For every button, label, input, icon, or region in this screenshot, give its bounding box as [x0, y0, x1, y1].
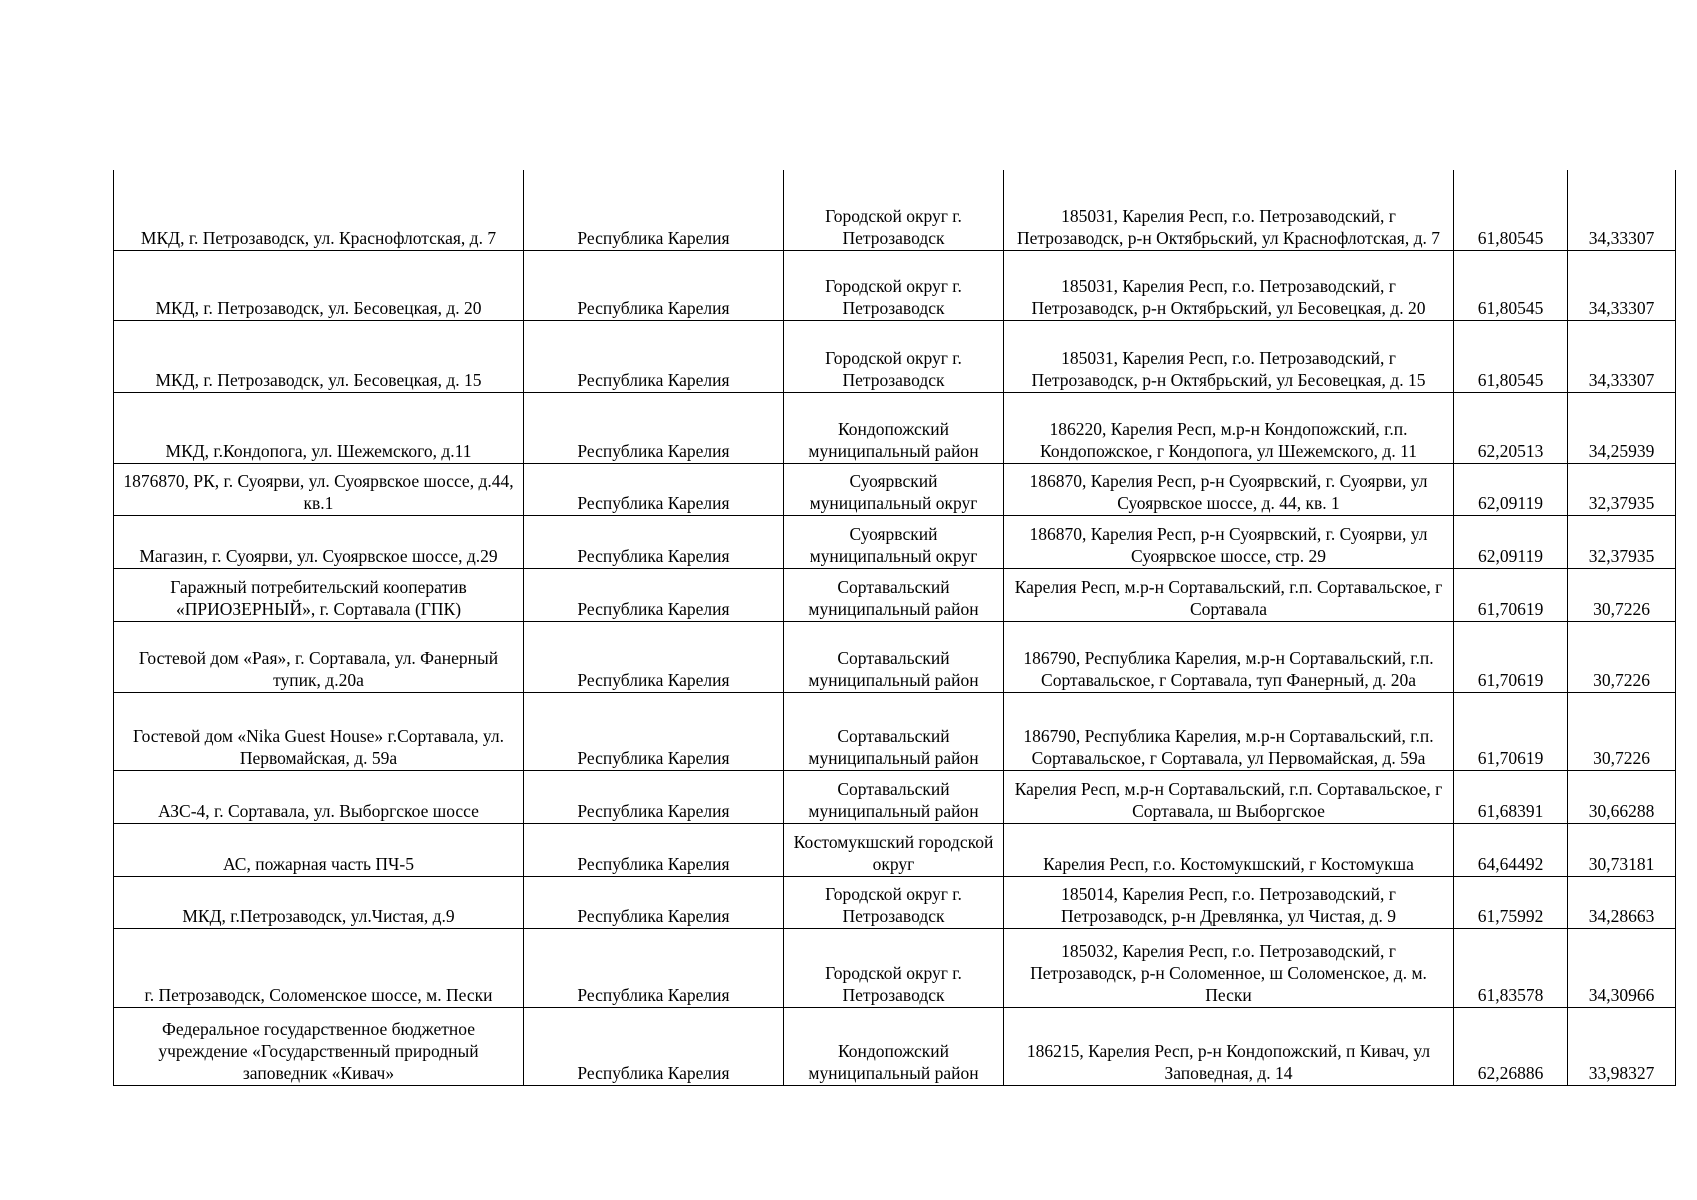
- longitude-cell: 34,30966: [1568, 928, 1676, 1007]
- longitude-cell: 30,73181: [1568, 823, 1676, 876]
- region-cell: Республика Карелия: [524, 770, 784, 823]
- municipality-cell: Городской округ г. Петрозаводск: [784, 170, 1004, 250]
- table-body: [114, 170, 1676, 1085]
- object-name-cell: Гостевой дом «Nika Guest House» г.Сортавала, ул. Первомайская, д. 59а: [114, 692, 524, 770]
- latitude-cell: 61,80545: [1454, 250, 1568, 320]
- municipality-cell: Суоярвский муниципальный округ: [784, 463, 1004, 515]
- object-name-cell: Магазин, г. Суоярви, ул. Суоярвское шоссе, д.29: [114, 515, 524, 568]
- longitude-cell: 32,37935: [1568, 463, 1676, 515]
- latitude-cell: 61,70619: [1454, 692, 1568, 770]
- municipality-cell: Городской округ г. Петрозаводск: [784, 876, 1004, 928]
- latitude-cell: 61,68391: [1454, 770, 1568, 823]
- latitude-cell: 61,80545: [1454, 170, 1568, 250]
- longitude-cell: 34,33307: [1568, 320, 1676, 392]
- address-cell: 185031, Карелия Респ, г.о. Петрозаводский, г Петрозаводск, р-н Октябрьский, ул Бесовецкая, д. 20: [1004, 250, 1454, 320]
- document-page: [113, 170, 1675, 1086]
- latitude-cell: 61,70619: [1454, 621, 1568, 692]
- object-name-cell: АЗС-4, г. Сортавала, ул. Выборгское шоссе: [114, 770, 524, 823]
- table-row: [114, 568, 1676, 621]
- table-row: [114, 692, 1676, 770]
- region-cell: Республика Карелия: [524, 621, 784, 692]
- table-row: [114, 320, 1676, 392]
- table-row: [114, 250, 1676, 320]
- region-cell: Республика Карелия: [524, 250, 784, 320]
- locations-table: [113, 170, 1676, 1086]
- table-row: [114, 170, 1676, 250]
- municipality-cell: Сортавальский муниципальный район: [784, 692, 1004, 770]
- address-cell: Карелия Респ, м.р-н Сортавальский, г.п. Сортавальское, г Сортавала: [1004, 568, 1454, 621]
- region-cell: Республика Карелия: [524, 692, 784, 770]
- latitude-cell: 61,80545: [1454, 320, 1568, 392]
- region-cell: Республика Карелия: [524, 170, 784, 250]
- region-cell: Республика Карелия: [524, 928, 784, 1007]
- address-cell: 185031, Карелия Респ, г.о. Петрозаводский, г Петрозаводск, р-н Октябрьский, ул Краснофлотская, д. 7: [1004, 170, 1454, 250]
- address-cell: 186215, Карелия Респ, р-н Кондопожский, п Кивач, ул Заповедная, д. 14: [1004, 1007, 1454, 1085]
- object-name-cell: Гаражный потребительский кооператив «ПРИОЗЕРНЫЙ», г. Сортавала (ГПК): [114, 568, 524, 621]
- latitude-cell: 64,64492: [1454, 823, 1568, 876]
- municipality-cell: Сортавальский муниципальный район: [784, 621, 1004, 692]
- object-name-cell: МКД, г. Петрозаводск, ул. Бесовецкая, д. 15: [114, 320, 524, 392]
- table-row: [114, 515, 1676, 568]
- table-row: [114, 876, 1676, 928]
- address-cell: 185032, Карелия Респ, г.о. Петрозаводский, г Петрозаводск, р-н Соломенное, ш Соломенское, д. м. Пески: [1004, 928, 1454, 1007]
- longitude-cell: 34,28663: [1568, 876, 1676, 928]
- longitude-cell: 34,33307: [1568, 170, 1676, 250]
- municipality-cell: Кондопожский муниципальный район: [784, 392, 1004, 463]
- object-name-cell: г. Петрозаводск, Соломенское шоссе, м. Пески: [114, 928, 524, 1007]
- table-row: [114, 463, 1676, 515]
- longitude-cell: 33,98327: [1568, 1007, 1676, 1085]
- object-name-cell: МКД, г.Петрозаводск, ул.Чистая, д.9: [114, 876, 524, 928]
- latitude-cell: 61,83578: [1454, 928, 1568, 1007]
- table-row: [114, 770, 1676, 823]
- region-cell: Республика Карелия: [524, 515, 784, 568]
- latitude-cell: 62,09119: [1454, 515, 1568, 568]
- object-name-cell: Гостевой дом «Рая», г. Сортавала, ул. Фанерный тупик, д.20а: [114, 621, 524, 692]
- longitude-cell: 30,7226: [1568, 692, 1676, 770]
- table-row: [114, 928, 1676, 1007]
- latitude-cell: 62,26886: [1454, 1007, 1568, 1085]
- longitude-cell: 30,66288: [1568, 770, 1676, 823]
- latitude-cell: 62,09119: [1454, 463, 1568, 515]
- address-cell: 186870, Карелия Респ, р-н Суоярвский, г. Суоярви, ул Суоярвское шоссе, стр. 29: [1004, 515, 1454, 568]
- address-cell: Карелия Респ, г.о. Костомукшский, г Костомукша: [1004, 823, 1454, 876]
- address-cell: Карелия Респ, м.р-н Сортавальский, г.п. Сортавальское, г Сортавала, ш Выборгское: [1004, 770, 1454, 823]
- region-cell: Республика Карелия: [524, 392, 784, 463]
- longitude-cell: 34,33307: [1568, 250, 1676, 320]
- municipality-cell: Сортавальский муниципальный район: [784, 568, 1004, 621]
- longitude-cell: 30,7226: [1568, 621, 1676, 692]
- address-cell: 185014, Карелия Респ, г.о. Петрозаводский, г Петрозаводск, р-н Древлянка, ул Чистая, д. 9: [1004, 876, 1454, 928]
- object-name-cell: Федеральное государственное бюджетное учреждение «Государственный природный заповедник «Кивач»: [114, 1007, 524, 1085]
- region-cell: Республика Карелия: [524, 876, 784, 928]
- region-cell: Республика Карелия: [524, 463, 784, 515]
- municipality-cell: Городской округ г. Петрозаводск: [784, 320, 1004, 392]
- region-cell: Республика Карелия: [524, 320, 784, 392]
- municipality-cell: Кондопожский муниципальный район: [784, 1007, 1004, 1085]
- municipality-cell: Городской округ г. Петрозаводск: [784, 250, 1004, 320]
- region-cell: Республика Карелия: [524, 568, 784, 621]
- address-cell: 186790, Республика Карелия, м.р-н Сортавальский, г.п. Сортавальское, г Сортавала, туп Фанерный, д. 20а: [1004, 621, 1454, 692]
- table-row: [114, 392, 1676, 463]
- municipality-cell: Суоярвский муниципальный округ: [784, 515, 1004, 568]
- region-cell: Республика Карелия: [524, 1007, 784, 1085]
- address-cell: 186870, Карелия Респ, р-н Суоярвский, г. Суоярви, ул Суоярвское шоссе, д. 44, кв. 1: [1004, 463, 1454, 515]
- object-name-cell: МКД, г. Петрозаводск, ул. Краснофлотская, д. 7: [114, 170, 524, 250]
- municipality-cell: Городской округ г. Петрозаводск: [784, 928, 1004, 1007]
- address-cell: 186790, Республика Карелия, м.р-н Сортавальский, г.п. Сортавальское, г Сортавала, ул Первомайская, д. 59а: [1004, 692, 1454, 770]
- object-name-cell: АС, пожарная часть ПЧ-5: [114, 823, 524, 876]
- municipality-cell: Костомукшский городской округ: [784, 823, 1004, 876]
- latitude-cell: 62,20513: [1454, 392, 1568, 463]
- longitude-cell: 30,7226: [1568, 568, 1676, 621]
- municipality-cell: Сортавальский муниципальный район: [784, 770, 1004, 823]
- object-name-cell: МКД, г. Петрозаводск, ул. Бесовецкая, д. 20: [114, 250, 524, 320]
- table-row: [114, 823, 1676, 876]
- object-name-cell: МКД, г.Кондопога, ул. Шежемского, д.11: [114, 392, 524, 463]
- longitude-cell: 32,37935: [1568, 515, 1676, 568]
- region-cell: Республика Карелия: [524, 823, 784, 876]
- table-row: [114, 1007, 1676, 1085]
- address-cell: 186220, Карелия Респ, м.р-н Кондопожский, г.п. Кондопожское, г Кондопога, ул Шежемского, д. 11: [1004, 392, 1454, 463]
- longitude-cell: 34,25939: [1568, 392, 1676, 463]
- table-row: [114, 621, 1676, 692]
- address-cell: 185031, Карелия Респ, г.о. Петрозаводский, г Петрозаводск, р-н Октябрьский, ул Бесовецкая, д. 15: [1004, 320, 1454, 392]
- latitude-cell: 61,70619: [1454, 568, 1568, 621]
- latitude-cell: 61,75992: [1454, 876, 1568, 928]
- object-name-cell: 1876870, РК, г. Суоярви, ул. Суоярвское шоссе, д.44, кв.1: [114, 463, 524, 515]
